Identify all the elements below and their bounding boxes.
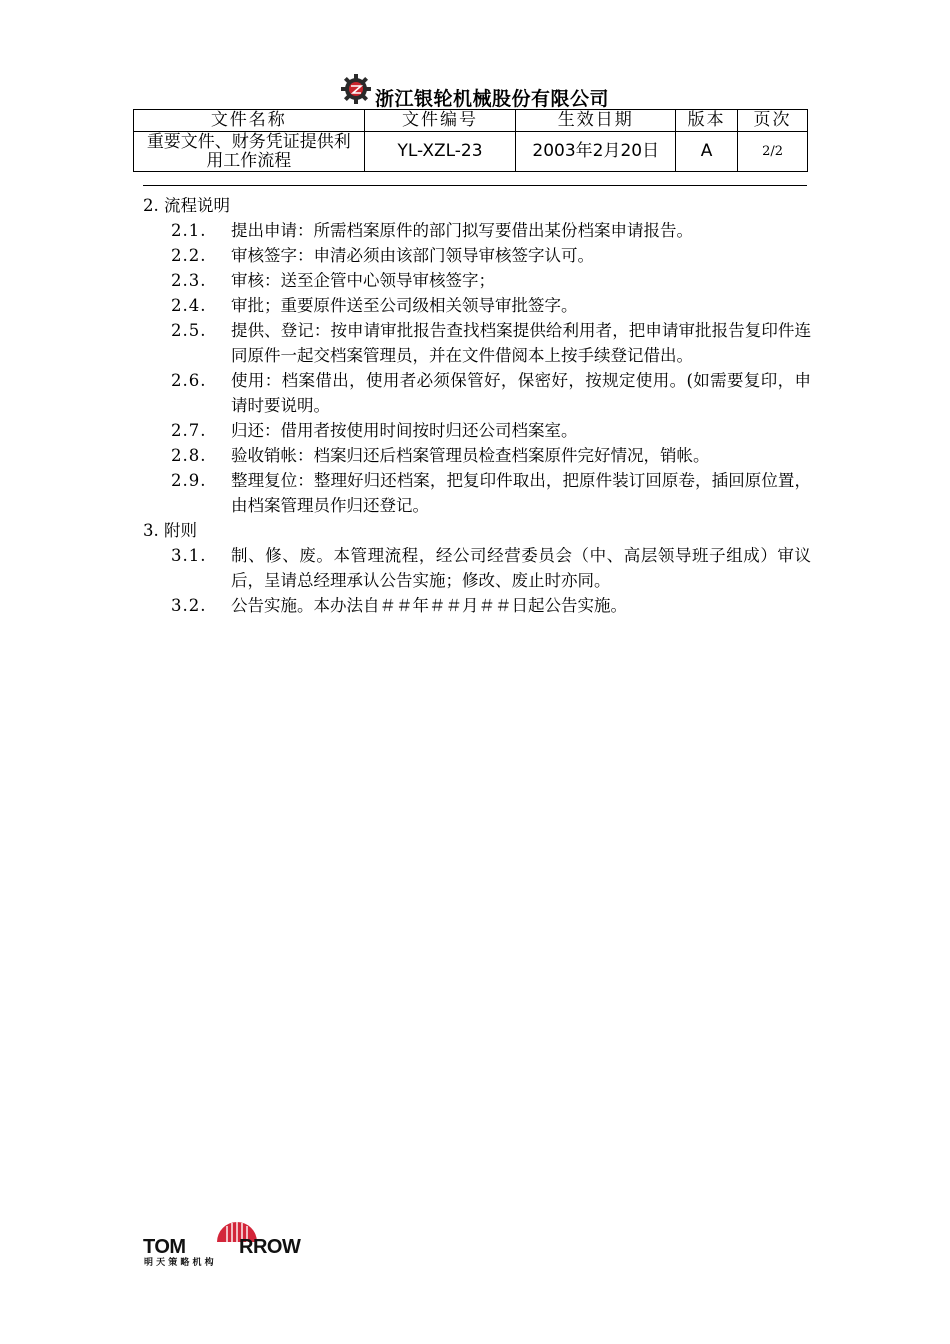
list-item: 2.1. 提出申请：所需档案原件的部门拟写要借出某份档案申请报告。 bbox=[171, 221, 693, 240]
document-body bbox=[143, 193, 811, 618]
list-item: 3.2. 公告实施。本办法自＃＃年＃＃月＃＃日起公告实施。 bbox=[171, 596, 627, 615]
list-item: 2.8. 验收销帐：档案归还后档案管理员检查档案原件完好情况，销帐。 bbox=[171, 446, 710, 465]
header-version: 版本 bbox=[676, 110, 738, 132]
document-info-table bbox=[133, 109, 808, 172]
header-effective-date: 生效日期 bbox=[516, 110, 676, 132]
list-item: 2.7. 归还：借用者按使用时间按时归还公司档案室。 bbox=[171, 421, 578, 440]
list-item: 2.3. 审核：送至企管中心领导审核签字； bbox=[171, 271, 495, 290]
svg-text:TOM: TOM bbox=[143, 1236, 186, 1258]
doc-name-value: 重要文件、财务凭证提供利用工作流程 bbox=[134, 132, 365, 172]
header-divider bbox=[143, 185, 807, 186]
effective-date-value: 2003年2月20日 bbox=[516, 132, 676, 172]
section-title: 2. 流程说明 bbox=[143, 196, 230, 215]
list-item: 2.6. 使用：档案借出，使用者必须保管好，保密好，按规定使用。(如需要复印，申请时要说明。 bbox=[171, 371, 811, 415]
header-page: 页次 bbox=[738, 110, 808, 132]
header-doc-name: 文件名称 bbox=[134, 110, 365, 132]
version-value: A bbox=[676, 132, 738, 172]
section-appendix bbox=[143, 518, 811, 618]
page-value: 2/2 bbox=[738, 132, 808, 172]
tomorrow-logo-icon bbox=[143, 1212, 308, 1271]
list-item: 2.2. 审核签字：申清必须由该部门领导审核签字认可。 bbox=[171, 246, 594, 265]
list-item: 2.5. 提供、登记：按申请审批报告查找档案提供给利用者，把申请审批报告复印件连同原件一起交档案管理员，并在文件借阅本上按手续登记借出。 bbox=[171, 321, 811, 365]
list-item: 2.9. 整理复位：整理好归还档案，把复印件取出，把原件装订回原卷，插回原位置， 由档案管理员作归还登记。 bbox=[171, 471, 811, 515]
doc-no-value: YL-XZL-23 bbox=[364, 132, 516, 172]
header-doc-no: 文件编号 bbox=[364, 110, 516, 132]
svg-text:明 天 策 略 机 构: 明 天 策 略 机 构 bbox=[144, 1258, 214, 1267]
section-process bbox=[143, 193, 811, 518]
svg-text:RROW: RROW bbox=[239, 1236, 301, 1258]
company-name: 浙江银轮机械股份有限公司 bbox=[374, 88, 609, 110]
gear-logo-icon bbox=[341, 74, 371, 109]
section-title: 3. 附则 bbox=[143, 521, 197, 540]
list-item: 2.4. 审批；重要原件送至公司级相关领导审批签字。 bbox=[171, 296, 578, 315]
list-item: 3.1. 制、修、废。本管理流程，经公司经营委员会（中、高层领导班子组成）审议后，呈请总经理承认公告实施；修改、废止时亦同。 bbox=[171, 546, 811, 590]
